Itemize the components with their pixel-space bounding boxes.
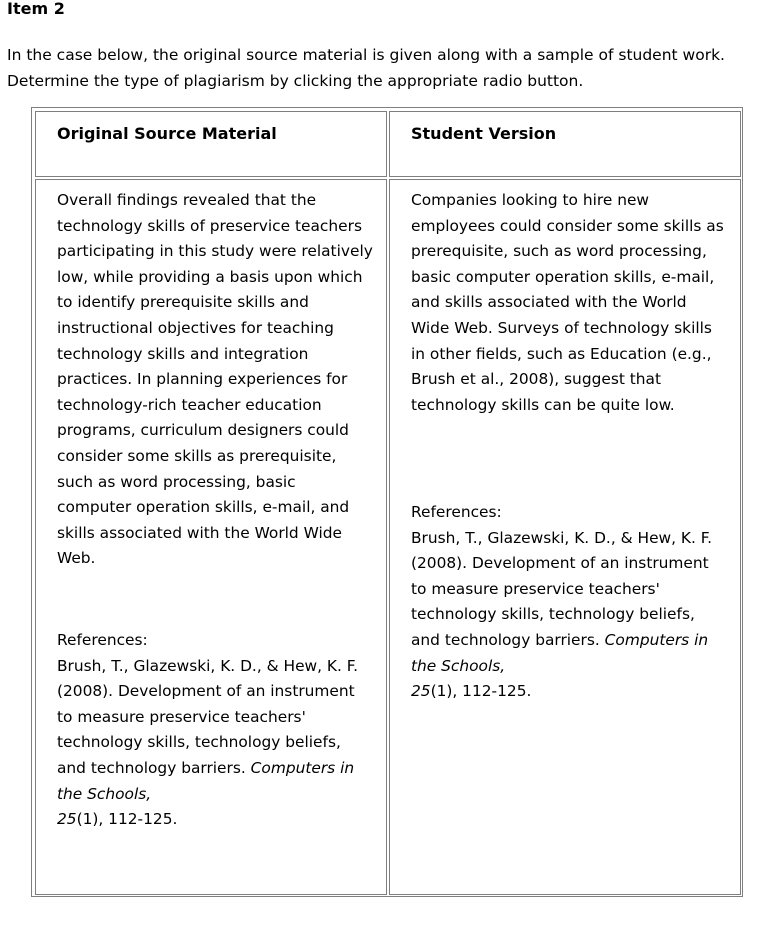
student-reference-volume: 25 (411, 682, 431, 701)
header-cell-original (35, 111, 387, 177)
student-references (411, 500, 728, 705)
original-reference-pages: (1), 112-125. (76, 810, 178, 829)
comparison-table (31, 107, 743, 897)
original-references-label: References: (57, 631, 148, 649)
student-references-label: References: (411, 503, 502, 521)
student-version-text: Companies looking to hire new employees could consider some skills as prerequisite, such as word processing, basic computer operation skills, e-mail, and skills associated with the World Wide Web. Surveys of technology skills in other fields, such as Education (e.g., Brush et al., 2008), suggest that technology skills can be quite low. (411, 191, 724, 414)
instructions-text: In the case below, the original source material is given along with a sample of student work. Determine the type of plagiarism by clicking the appropriate radio button. (7, 46, 725, 90)
student-version-cell (389, 179, 741, 895)
student-reference-citation (411, 526, 728, 705)
student-reference-journal: Computers in the Schools, (411, 630, 709, 675)
student-version-header: Student Version (411, 124, 557, 143)
student-reference-pages: (1), 112-125. (430, 682, 532, 701)
original-reference-volume: 25 (57, 810, 77, 829)
header-cell-student (389, 111, 741, 177)
original-reference-citation (57, 654, 374, 833)
original-references (57, 628, 374, 833)
original-source-cell (35, 179, 387, 895)
original-source-header: Original Source Material (57, 124, 277, 143)
original-source-text: Overall findings revealed that the technology skills of preservice teachers participating in this study were relatively low, while providing a basis upon which to identify prerequisite skills and instructional objectives for teaching technology skills and integration practices. In planning experiences for technology-rich teacher education programs, curriculum designers could consider some skills as prerequisite, such as word processing, basic computer operation skills, e-mail, and skills associated with the World Wide Web. (57, 191, 373, 568)
student-reference-authors: Brush, T., Glazewski, K. D., & Hew, K. F. (2008). Development of an instrument to measure preservice teachers' technology skills, technology beliefs, and technology barriers. (411, 528, 713, 649)
item-title: Item 2 (7, 0, 65, 18)
original-reference-authors: Brush, T., Glazewski, K. D., & Hew, K. F. (2008). Development of an instrument to measure preservice teachers' technology skills, technology beliefs, and technology barriers. (57, 656, 359, 777)
original-reference-journal: Computers in the Schools, (57, 758, 355, 803)
